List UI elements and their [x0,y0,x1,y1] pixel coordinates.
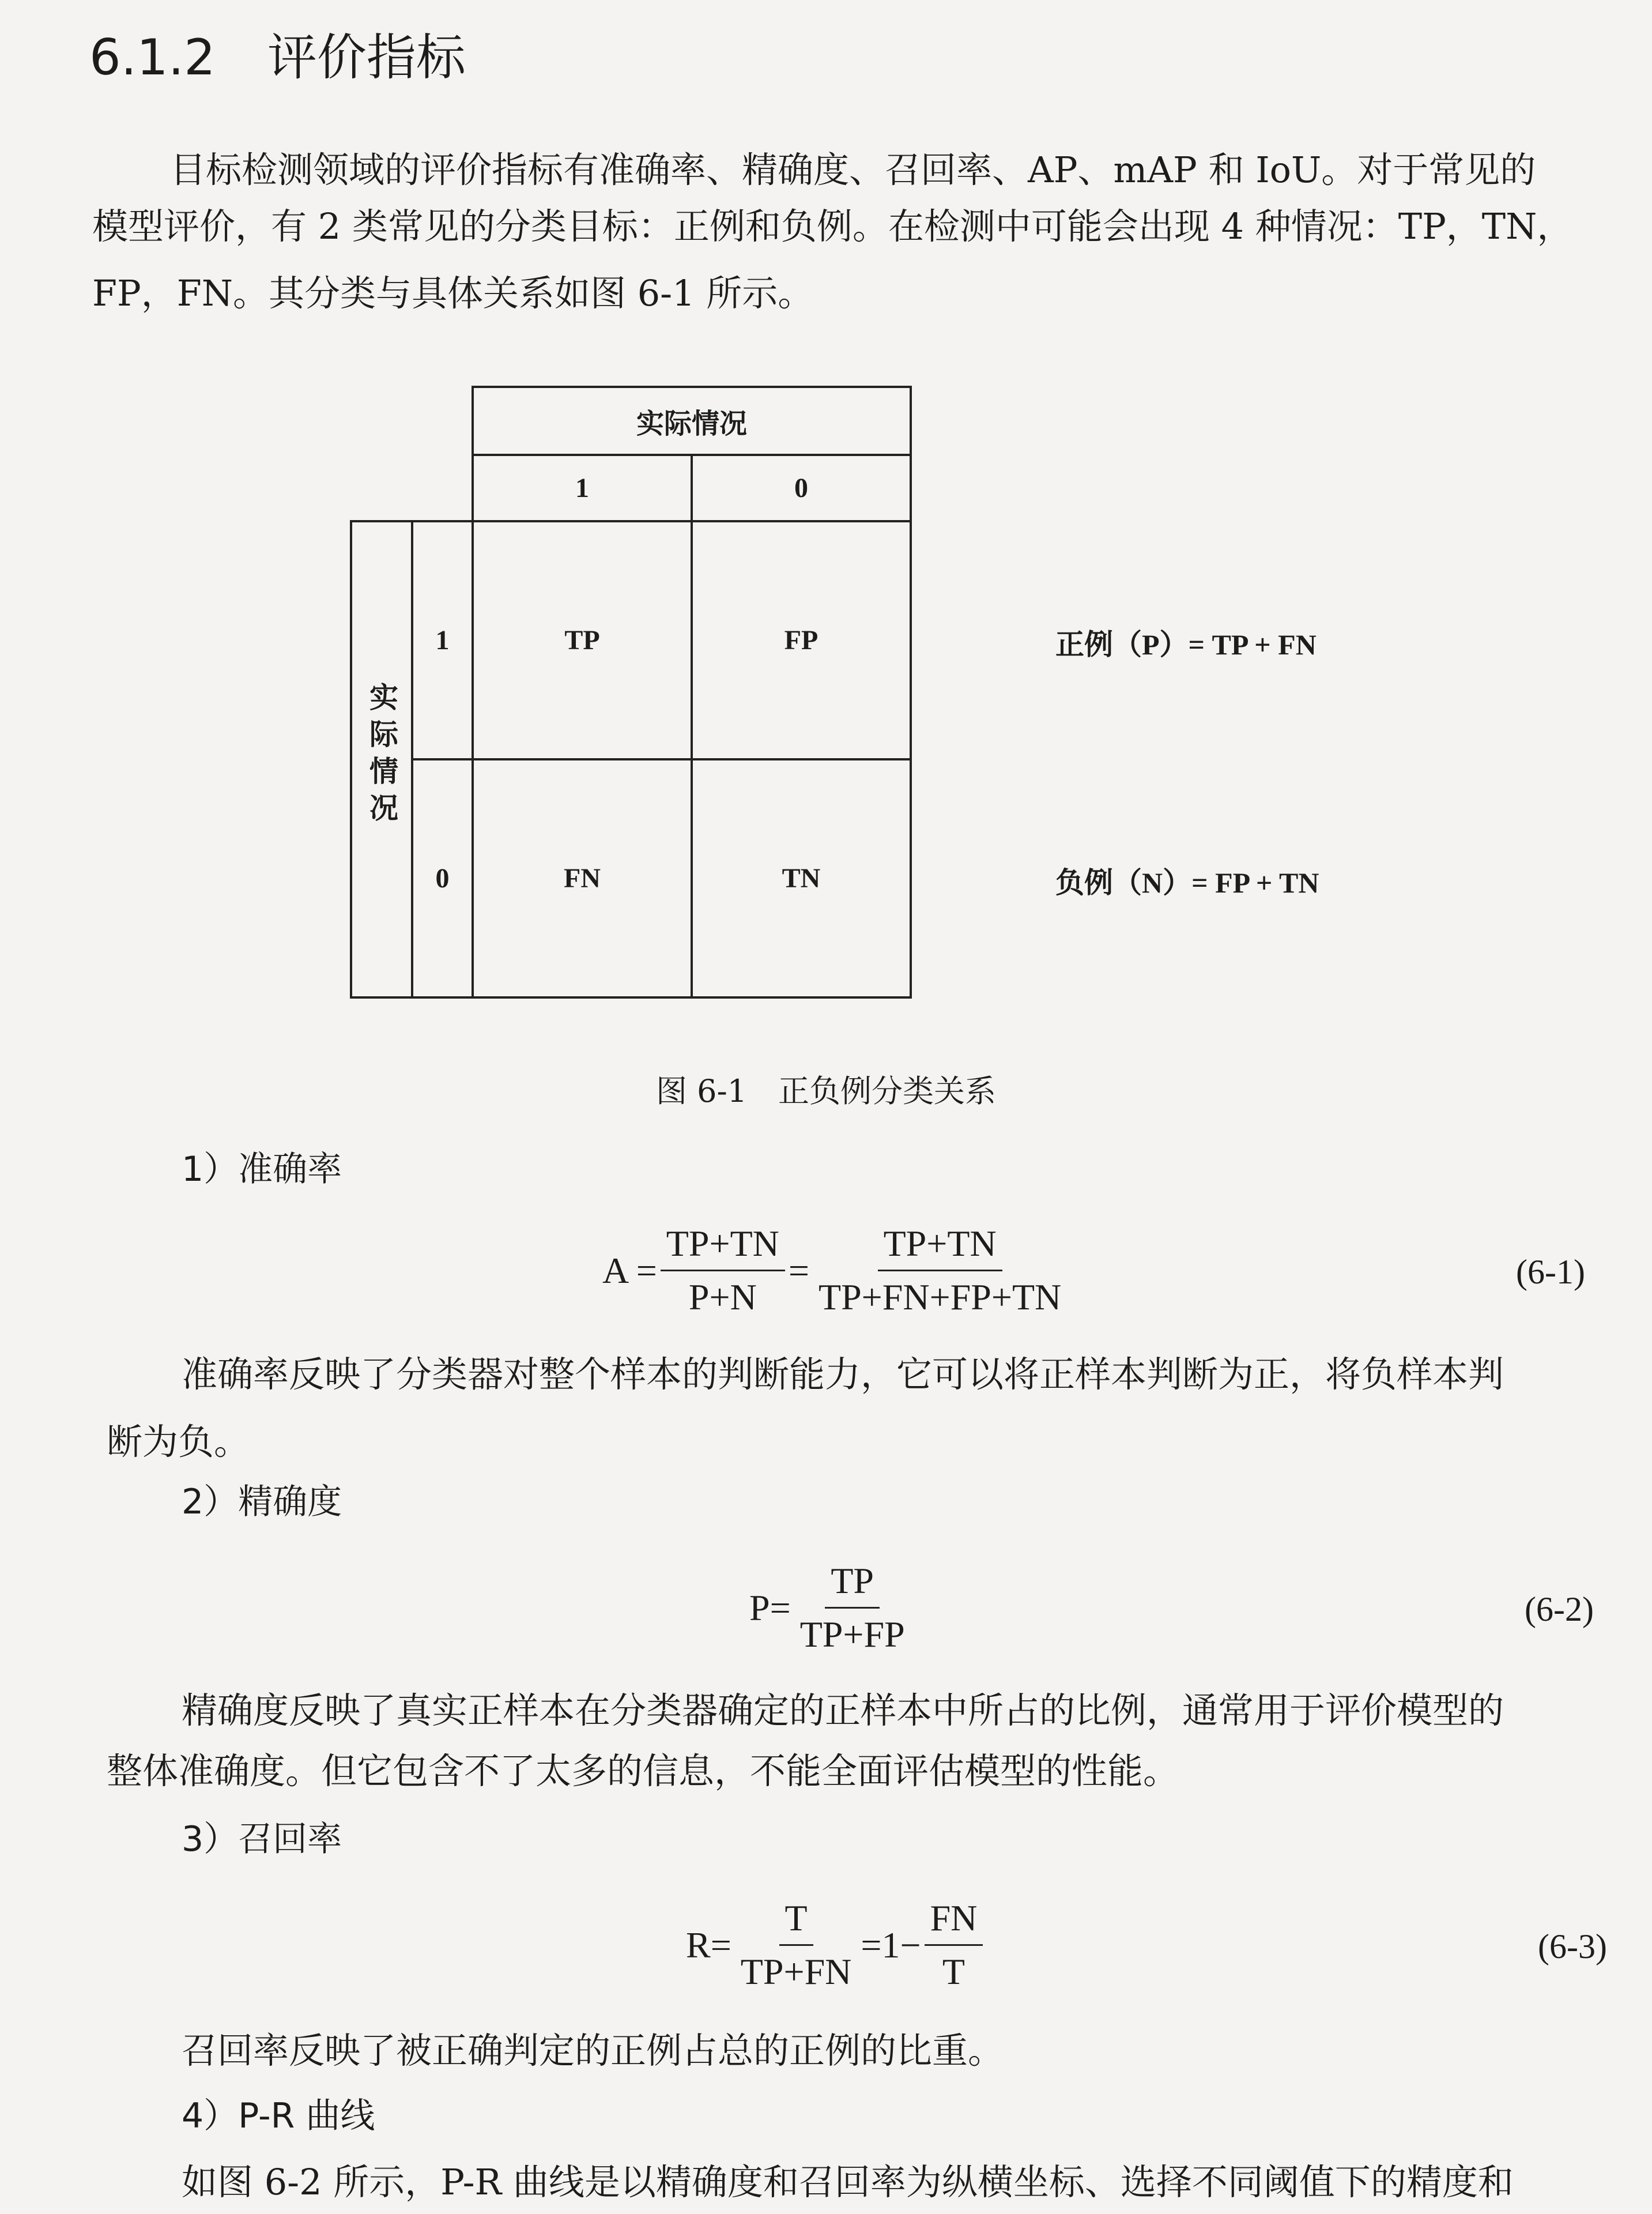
formula-6-3: R= $\frac{T}{TP+FN}$ =1− $\frac{FN}{T}$ [686,1897,986,1993]
equation-number-6-3: (6-3) [1538,1927,1607,1966]
intro-line-1: 目标检测领域的评价指标有准确率、精确度、召回率、AP、mAP 和 IoU。对于常见的 [170,149,1536,191]
column-label-1: 1 [473,455,692,521]
intro-line-3: FP，FN。其分类与具体关系如图 6-1 所示。 [92,272,814,314]
formula-6-2: P= $\frac{TP}{TP+FP}$ [749,1560,905,1655]
row-label-0: 0 [412,759,473,997]
section-precision-title: 2）精确度 [182,1482,342,1522]
figure-caption: 图 6-1 正负例分类关系 [655,1073,997,1109]
accuracy-text-1: 准确率反映了分类器对整个样本的判断能力，它可以将正样本判断为正，将负样本判 [182,1353,1504,1395]
section-number: 6.1.2 [89,29,216,86]
cell-tp: TP [473,521,692,759]
equation-number-6-2: (6-2) [1525,1590,1594,1628]
positive-definition: 正例（P）= TP + FN [1055,628,1317,661]
accuracy-text-2: 断为负。 [107,1421,250,1463]
cell-fp: FP [692,521,911,759]
row-label-1: 1 [412,521,473,759]
section-heading [89,17,518,89]
column-header: 实际情况 [473,387,911,455]
precision-text-1: 精确度反映了真实正样本在分类器确定的正样本中所占的比例，通常用于评价模型的 [182,1689,1504,1731]
intro-line-2: 模型评价，有 2 类常见的分类目标：正例和负例。在检测中可能会出现 4 种情况：TP，TN， [92,205,1573,247]
recall-text-1: 召回率反映了被正确判定的正例占总的正例的比重。 [182,2030,1004,2072]
negative-definition: 负例（N）= FP + TN [1055,867,1319,899]
row-header: 实际情况 [351,521,412,997]
section-accuracy-title: 1）准确率 [182,1149,342,1189]
section-title: 评价指标 [267,29,466,86]
cell-tn: TN [692,759,911,997]
section-pr-curve-title: 4）P-R 曲线 [182,2096,375,2136]
column-label-0: 0 [692,455,911,521]
formula-6-1: A = $\frac{TP+TN}{P+N}$ = $\frac{TP+TN}{TP+FN+FP+TN}$ [602,1223,1062,1317]
section-recall-title: 3）召回率 [182,1819,342,1859]
precision-text-2: 整体准确度。但它包含不了太多的信息，不能全面评估模型的性能。 [107,1750,1179,1792]
cell-fn: FN [473,759,692,997]
pr-curve-text-1: 如图 6-2 所示，P-R 曲线是以精确度和召回率为纵横坐标、选择不同阈值下的精度和 [182,2161,1514,2203]
equation-number-6-1: (6-1) [1516,1253,1585,1291]
confusion-matrix [350,386,912,999]
